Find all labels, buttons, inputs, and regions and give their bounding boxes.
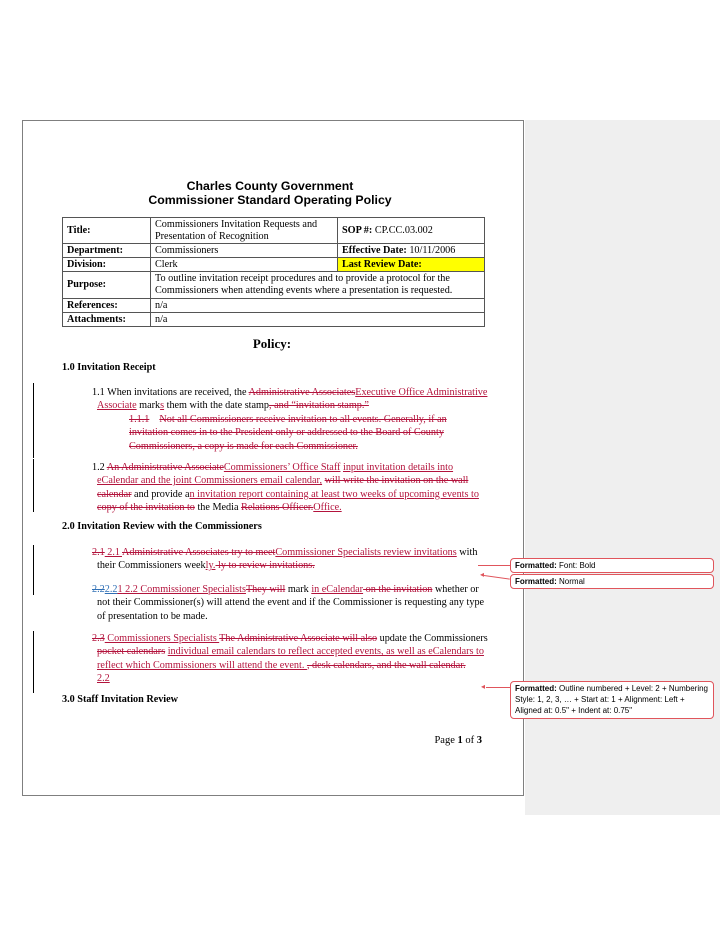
- balloon-3-label: Formatted:: [515, 684, 557, 693]
- section-1-heading: 1.0 Invitation Receipt: [62, 362, 156, 373]
- effective-value: 10/11/2006: [409, 244, 456, 256]
- p1-1-text-a: 1.1 When invitations are received, the: [92, 387, 249, 398]
- footer-page-total: 3: [476, 735, 482, 746]
- footer-page-word: Page: [434, 735, 458, 746]
- sop-value: CP.CC.03.002: [374, 224, 433, 236]
- p1-2-deleted-2: will write the invitation on the wall calendar: [97, 475, 469, 500]
- p1-1-inserted-2: s: [160, 400, 165, 412]
- document-title: Commissioner Standard Operating Policy: [148, 193, 392, 207]
- p1-1-deleted-1: Administrative Associates: [248, 387, 356, 398]
- connector-arrow-icon: ◂: [480, 570, 485, 579]
- p1-1-1-number: 1.1.1: [129, 414, 150, 425]
- p2-3-inserted-2: individual email calendars to reflect accepted events, as well as eCalendars to reflect which Commissioners will attend the event.: [97, 646, 484, 671]
- org-title: Charles County Government: [186, 179, 354, 193]
- division-label: Division:: [63, 258, 151, 272]
- p1-1-inserted-1: Executive Office Administrative Associate: [97, 387, 488, 412]
- p2-3-deleted-number: 2.3: [92, 633, 105, 644]
- balloon-connector: [478, 565, 510, 566]
- title-value: Commissioners Invitation Requests and Presentation of Recognition: [151, 218, 338, 244]
- references-label: References:: [63, 299, 151, 313]
- p2-2-inserted-number-b: 1: [117, 584, 123, 595]
- page-footer: [434, 735, 482, 746]
- division-value: Clerk: [151, 258, 338, 272]
- paragraph-2-3: [92, 632, 489, 686]
- p2-2-deleted-number: 2.2: [92, 584, 105, 595]
- formatting-balloon-outline[interactable]: [510, 681, 714, 719]
- formatting-balloon-normal[interactable]: [510, 574, 714, 589]
- effective-cell: [338, 244, 485, 258]
- p1-2-inserted-2: input invitation details into eCalendar and the joint Commissioners email calendar,: [97, 462, 454, 487]
- title-label: Title:: [63, 218, 151, 244]
- footer-page-number: 1: [457, 735, 463, 746]
- balloon-2-text: Normal: [559, 577, 585, 586]
- department-value: Commissioners: [151, 244, 338, 258]
- p1-2-deleted-3: copy of the invitation to: [97, 502, 195, 514]
- change-bar: [33, 459, 34, 512]
- change-bar: [33, 383, 34, 458]
- section-3-heading: 3.0 Staff Invitation Review: [62, 694, 179, 705]
- p2-2-inserted-number: 2.2: [104, 584, 118, 595]
- p2-3-deleted-2: pocket calendars: [97, 646, 166, 658]
- p2-3-deleted-1: The Administrative Associate will also: [219, 633, 378, 644]
- change-bar: [33, 631, 34, 693]
- p1-2-deleted-1: An Administrative Associate: [106, 462, 224, 473]
- p2-1-inserted-2: ly.: [205, 560, 216, 572]
- p1-2-text-e: the Media: [194, 502, 242, 514]
- p2-1-deleted-2: ly to review invitations.: [215, 560, 315, 572]
- effective-label: Effective Date:: [342, 244, 407, 256]
- p2-2-deleted-2: on the invitation: [363, 584, 433, 595]
- footer-of-word: of: [462, 735, 477, 746]
- attachments-label: Attachments:: [63, 313, 151, 327]
- balloon-3-text: Outline numbered + Level: 2 + Numbering Style: 1, 2, 3, … + Start at: 1 + Alignment: Left + Aligned at: 0.5" + Indent at: 0.75": [515, 684, 708, 715]
- paragraph-1-1-1: [129, 413, 481, 453]
- section-2-heading: 2.0 Invitation Review with the Commissioners: [62, 521, 262, 532]
- p1-1-text-c: them with the date stamp: [164, 400, 270, 412]
- p1-2-inserted-3: n invitation report containing at least two weeks of upcoming events to: [189, 488, 479, 500]
- paragraph-2-1: [92, 546, 489, 573]
- connector-arrow-icon: ◂: [481, 682, 486, 691]
- p1-2-text-d: and provide a: [131, 488, 190, 500]
- p2-3-inserted-1: Commissioners Specialists: [104, 633, 220, 644]
- p2-1-text-a: with their Commissioners week: [97, 547, 478, 572]
- p2-3-inserted-3: 2.2: [97, 673, 110, 685]
- balloon-1-text: Font: Bold: [559, 561, 596, 570]
- purpose-label: Purpose:: [63, 272, 151, 299]
- info-table: [62, 217, 485, 327]
- balloon-1-label: Formatted:: [515, 561, 557, 570]
- p2-1-deleted-1: Administrative Associates try to meet: [122, 547, 276, 558]
- paragraph-2-2: [92, 583, 489, 623]
- p1-2-inserted-4: Office.: [313, 502, 342, 514]
- sop-label: SOP #:: [342, 224, 373, 236]
- department-label: Department:: [63, 244, 151, 258]
- p2-1-deleted-number: 2.1: [92, 547, 105, 558]
- p2-3-deleted-3: , desk calendars, and the wall calendar.: [306, 659, 466, 671]
- p1-2-inserted-1: Commissioners’ Office Staff: [223, 462, 341, 473]
- balloon-2-label: Formatted:: [515, 577, 557, 586]
- p1-1-deleted-2: , and “invitation stamp.”: [269, 400, 369, 412]
- balloon-connector: [486, 687, 510, 688]
- paragraph-1-1: [92, 386, 489, 413]
- purpose-value: To outline invitation receipt procedures and to provide a protocol for the Commissioners when attending events where a presentation is requested.: [151, 272, 485, 299]
- p2-2-text-a: mark: [285, 584, 312, 595]
- p2-1-inserted-number: 2.1: [104, 547, 122, 558]
- p2-2-inserted-1: in eCalendar: [311, 584, 364, 595]
- p2-2-text-rest: whether or not their Commissioner(s) will attend the event and if the Commissioner is requesting any type of presentation to be made.: [97, 584, 485, 622]
- p2-1-inserted-1: Commissioner Specialists review invitations: [275, 547, 457, 558]
- last-review-label: Last Review Date:: [338, 258, 485, 272]
- references-value: n/a: [151, 299, 485, 313]
- p2-2-inserted-label: 2.2 Commissioner Specialists: [122, 584, 246, 595]
- p2-3-text-a: update the Commissioners: [377, 633, 488, 644]
- formatting-balloon-bold[interactable]: [510, 558, 714, 573]
- p2-2-deleted-1: They will: [245, 584, 286, 595]
- attachments-value: n/a: [151, 313, 485, 327]
- change-bar: [33, 545, 34, 595]
- p1-2-text-a: 1.2: [92, 462, 107, 473]
- policy-heading: Policy:: [252, 336, 292, 351]
- sop-cell: [338, 218, 485, 244]
- p1-1-text-b: mark: [136, 400, 161, 412]
- p1-1-1-deleted-text: Not all Commissioners receive invitation to all events. Generally, if an invitation comes in to the President only or addressed to the Board of County Commissioners, a copy is made for each Commissioner.: [129, 414, 447, 452]
- p1-2-deleted-4: Relations Officer.: [241, 502, 314, 514]
- paragraph-1-2: [92, 461, 489, 515]
